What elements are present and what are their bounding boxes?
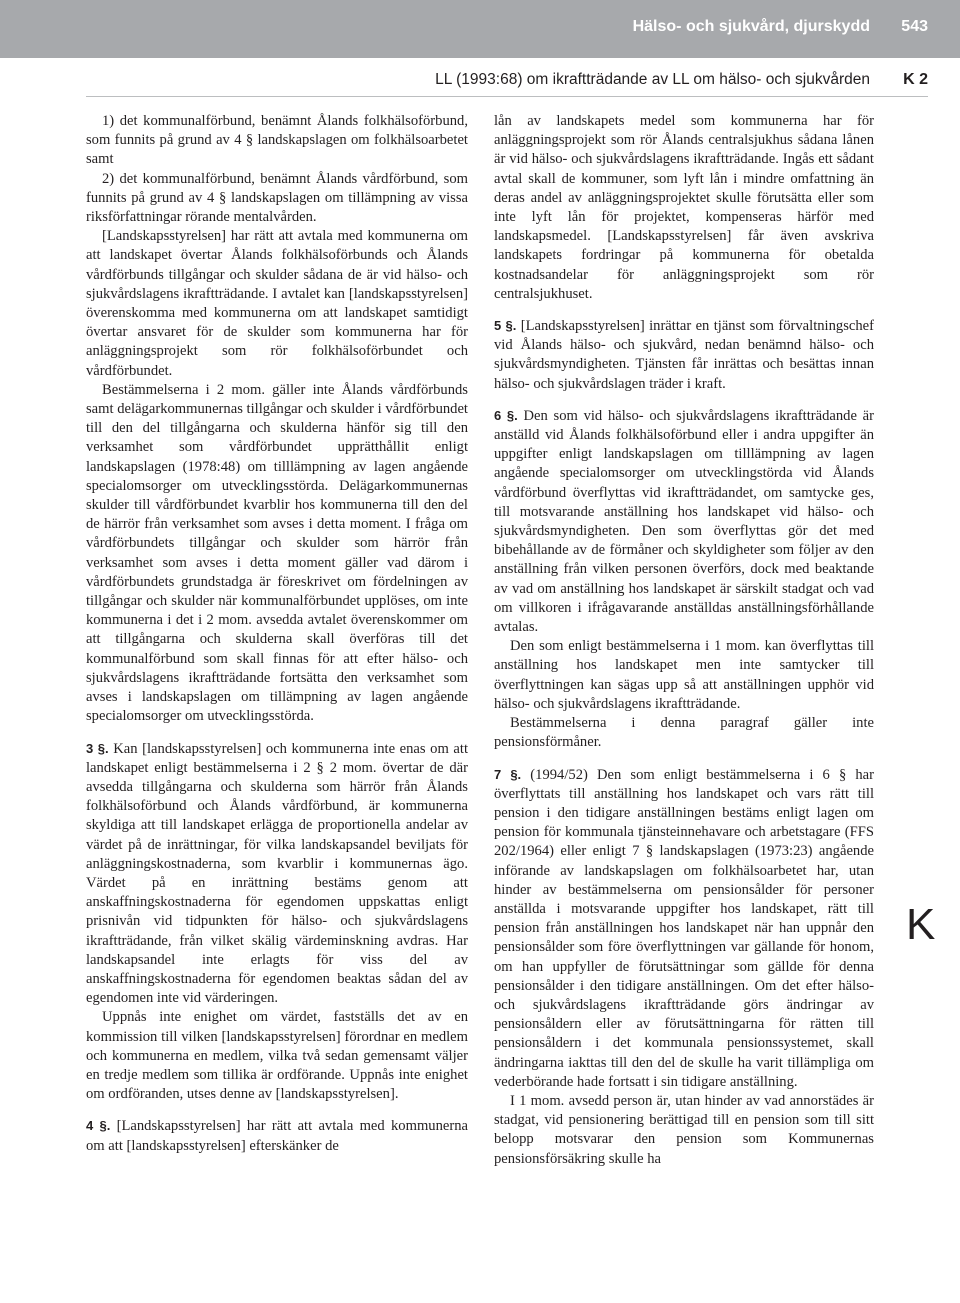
chapter-tab-letter: K [906, 900, 936, 949]
section-text: (1994/52) Den som enligt bestämmelserna i 6 § har överflyttats till anställning hos landskapet och vars rätt till pension i den tidigare anställningen bestäms enligt lagen om pension för kommunala tjänsteinnehavare och arbetstagare (FFS 202/1964) eller enligt 7 § landskapslagen (1973:23) angående införande av landskapslagen om folkhälsoarbetet har, utan hinder av bestämmelserna om pensionsålder för personer anställda i motsvarande uppgifter hos landskapet, rätt till pension från anställningen hos landskapet när han uppnår den pensionsålder som före överflyttningen var gällande för honom, om han uppfyller de förutsättningar som gällde för denna pensionsålder i den tidigare anställningen. Om det efter hälso- och sjukvårdslagens ikraftträdande görs ändringar av pensionsåldern eller av förutsättningarna för rätten till pensionsåldern i det kommunala pensionssystemet, skall ändringarna iakttas till den del de skulle ha varit tillämpliga om vederbörande hade fortsatt i sin tidigare anställning. [494, 766, 875, 1090]
section-text: [Landskapsstyrelsen] inrättar en tjänst som förvaltningschef vid Ålands hälso- och sjukvård, nedan benämnd hälso- och sjukvårdsmyndigheten. Tjänsten får inrättas och besättas innan hälso- och sjukvårdslagen träder i kraft. [494, 318, 874, 392]
paragraph-continued: lån av landskapets medel som kommunerna har för anläggningsprojekt som rör Ålands centralsjukhus sådana lånen är vid hälso- och sjukvårdslagens ikraftträdande. Ingås ett sådant avtal skall de kommuner, som lyft lån i mindre omfattning än deras andel av anläggningsprojektet skulle förutsätta eller som inte lyft lån för projektet, kompenseras härför med landskapsmedel. [Landskapsstyrelsen] får även avskriva landskapets fordringar på kommunerna för obetalda kostnadsandelar för anläggningsprojekt som rör centralsjukhuset. [494, 113, 874, 302]
section-number: 6 §. [494, 407, 518, 423]
running-header: LL (1993:68) om ikraftträdande av LL om hälso- och sjukvården [435, 71, 870, 88]
section-number: 5 §. [494, 318, 517, 334]
section-4 [86, 1116, 468, 1155]
list-item-2: 2) det kommunalförbund, benämnt Ålands vårdförbund, som funnits på grund av 4 § landskapslagen om tillämpning av vissa riksförfattningar rörande mentalvården. [86, 170, 468, 226]
section-text: Den som vid hälso- och sjukvårdslagens ikraftträdande är anställd vid Ålands folkhälsoförbund eller i andra uppgifter än uppgifter enligt landskapslagen om tilllämpning av lagen angående specialomsorger om utvecklingstörda vid Ålands vårdförbund överflyttas vid ikraftträdandet, om samtycke ges, till motsvarande anställning hos landskapet vid hälso- och sjukvårdsmyndigheten. Den som överflyttas gör det med bibehållande av de förmåner och skyldigheter som följer av den anställning från vilken personen överförs, dock med beaktande av vad om anställning hos landskapet är särskilt stadgat och vad om villkoren i ifrågavarande anställdas anställningsförhållande avtalas. [494, 407, 874, 636]
section-number: 4 §. [86, 1118, 111, 1134]
section-number: 7 §. [494, 766, 522, 782]
chapter-code: K 2 [903, 71, 928, 88]
right-column [494, 112, 874, 1169]
section-6 [494, 406, 874, 637]
paragraph: Bestämmelserna i 2 mom. gäller inte Ålands vårdförbunds samt delägarkommunernas tillgångar och skulder i vårdförbundet till den del tillgångarna och skulderna hänför sig till den verksamhet som vårdförbundet upprätthållit enligt landskapslagen (1978:48) om tilllämpning av lagen angående specialomsorger om utvecklingsstörda. Delägarkommunernas skulder till vårdförbundet kvarblir hos kommunerna till den del de härrör från verksamhet som avses i detta moment. I fråga om vårdförbundets tillgångar och skulder som härrör från verksamhet som avses i detta moment gäller vad därom i vårdförbundets grundstadga är föreskrivet om fördelningen av tillgångar och skulder när kommunalförbundet upplöses, om inte kommunerna i det i 2 mom. avsedda avtalet överenskommer om att tillgångarna och skulderna skall överföras till det kommunalförbund som skall finnas för att efter hälso- och sjukvårdslagens ikraftträdande fortsätta den verksamhet som avses i landskapslagen om tillämpning av lagen angående specialomsorger om utvecklingsstörda. [86, 381, 468, 725]
section-7 [494, 765, 874, 1092]
section-title: Hälso- och sjukvård, djurskydd [632, 18, 870, 35]
section-5 [494, 316, 874, 394]
paragraph: I 1 mom. avsedd person är, utan hinder av vad annorstädes är stadgat, vid pensionering berättigad till en pension som till sitt belopp motsvarar den pension som Kommunernas pensionsförsäkring skulle ha [494, 1092, 874, 1167]
section-number: 3 §. [86, 740, 109, 756]
left-column [86, 112, 468, 1156]
paragraph: Bestämmelserna i denna paragraf gäller inte pensionsförmåner. [494, 715, 874, 751]
section-text: [Landskapsstyrelsen] har rätt att avtala med kommunerna om att [landskapsstyrelsen] efterskänker de [86, 1118, 468, 1154]
paragraph: Den som enligt bestämmelserna i 1 mom. kan överflyttas till anställning hos landskapet men inte samtycker till överflyttningen kan sägas upp så att anställningen upphör vid hälso- och sjukvårdslagens ikraftträdande. [494, 638, 874, 712]
list-item-1: 1) det kommunalförbund, benämnt Ålands folkhälsoförbund, som funnits på grund av 4 § landskapslagen om folkhälsoarbetet samt [86, 113, 468, 168]
section-3 [86, 739, 468, 1009]
header-divider [86, 96, 928, 97]
paragraph: [Landskapsstyrelsen] har rätt att avtala med kommunerna om att landskapet övertar Ålands folkhälsoförbunds och Ålands vårdförbunds tillgångar och skulder sådana de är vid hälso- och sjukvårdslagens ikraftträdande. I avtalet kan [landskapsstyrelsen] överenskomma med kommunerna om att landskapet samtidigt övertar ansvaret för de skulder som kommunerna har för anläggningsprojekt som rör folkhälsoförbundet och vårdförbundet. [86, 228, 468, 379]
section-text: Kan [landskapsstyrelsen] och kommunerna inte enas om att landskapet enligt bestämmelserna i 2 § 2 mom. övertar de där avsedda tillgångarna och skulderna som härrör från Ålands folkhälsoförbund och Ålands vårdförbund, är kommunerna skyldiga att till landskapet erlägga de proportionella andelar av värdet på de inrättningar, för vilka landskapsandel beviljats för anläggningskostnaderna, som kvarblir i kommunernas ägo. Värdet på en inrättning bestäms genom att anskaffningskostnaderna för egendomen uppskattas enligt prisnivån vid tidpunkten för hälso- och sjukvårdslagens ikraftträdande, från vilket skälig värdeminskning avdras. Har landskapsandel inte erlagts för viss del av anskaffningskostnaderna för egendomen beaktas sådan del av egendomen inte vid värderingen. [86, 740, 468, 1007]
top-header-bar [0, 0, 960, 58]
paragraph: Uppnås inte enighet om värdet, fastställs det av en kommission till vilken [landskapsstyrelsen] förordnar en medlem och kommunerna en medlem, vilka två sedan gemensamt väljer en tredje medlem som tillika är ordförande. Uppnås inte enighet om ordföranden, utses denne av [landskapsstyrelsen]. [86, 1009, 468, 1103]
page-number: 543 [901, 18, 928, 35]
